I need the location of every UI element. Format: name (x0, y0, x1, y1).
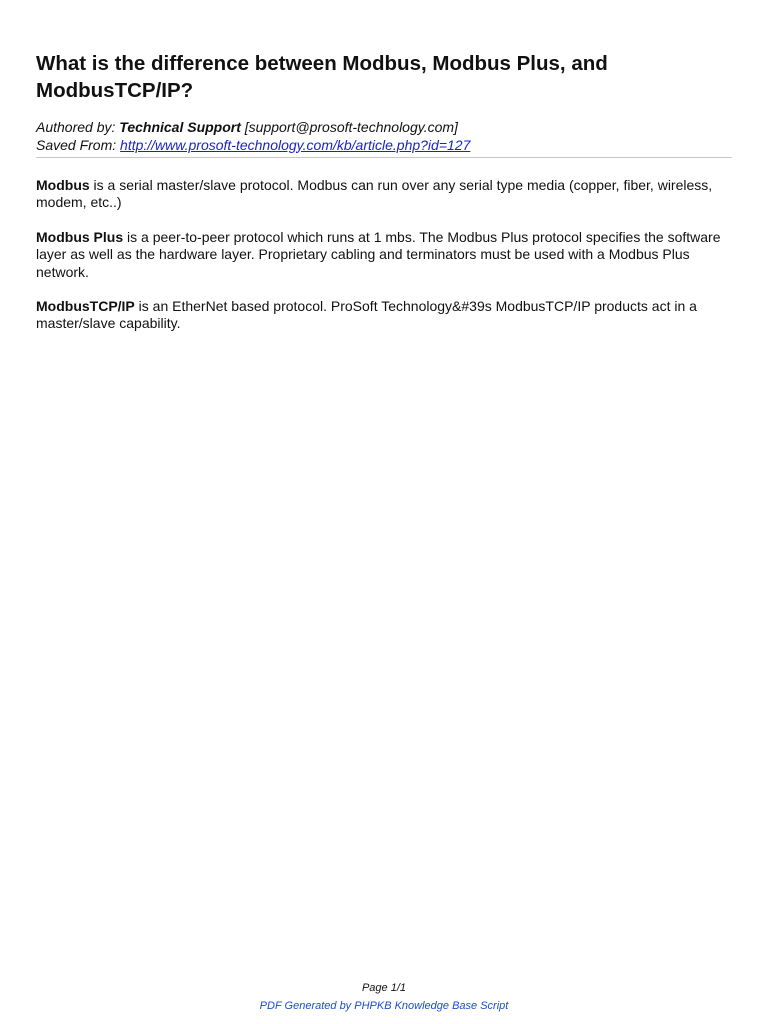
paragraph-text: is an EtherNet based protocol. ProSoft Technology&#39s ModbusTCP/IP products act in a master/slave capability. (36, 298, 697, 332)
saved-from-link[interactable]: http://www.prosoft-technology.com/kb/article.php?id=127 (120, 136, 471, 153)
term-modbus-tcp-ip: ModbusTCP/IP (36, 298, 135, 315)
paragraph-text: is a serial master/slave protocol. Modbus can run over any serial type media (copper, fiber, wireless, modem, etc..) (36, 177, 713, 211)
term-modbus: Modbus (36, 177, 90, 193)
author-email: [support@prosoft-technology.com] (244, 119, 458, 135)
author-name: Technical Support (119, 119, 241, 135)
generator-credit: PDF Generated by PHPKB Knowledge Base Script (259, 1000, 509, 1012)
article-body (36, 177, 732, 350)
authored-by-row (36, 119, 736, 137)
page-title: What is the difference between Modbus, Modbus Plus, and ModbusTCP/IP? (36, 52, 608, 102)
saved-from-label: Saved From: (36, 136, 117, 153)
paragraph-modbus-plus (36, 229, 732, 281)
article-meta (36, 119, 736, 154)
paragraph-text: is a peer-to-peer protocol which runs at 1 mbs. The Modbus Plus protocol specifies the software layer as well as the hardware layer. Proprietary cabling and terminators must be used with a Modbus Plus network. (36, 228, 721, 280)
paragraph-modbus-tcp-ip (36, 298, 732, 333)
header-divider (36, 157, 732, 158)
page-number: Page 1/1 (361, 982, 407, 994)
term-modbus-plus: Modbus Plus (36, 228, 124, 245)
paragraph-modbus (36, 177, 732, 212)
saved-from-row (36, 137, 736, 155)
authored-by-label: Authored by: (36, 119, 116, 135)
